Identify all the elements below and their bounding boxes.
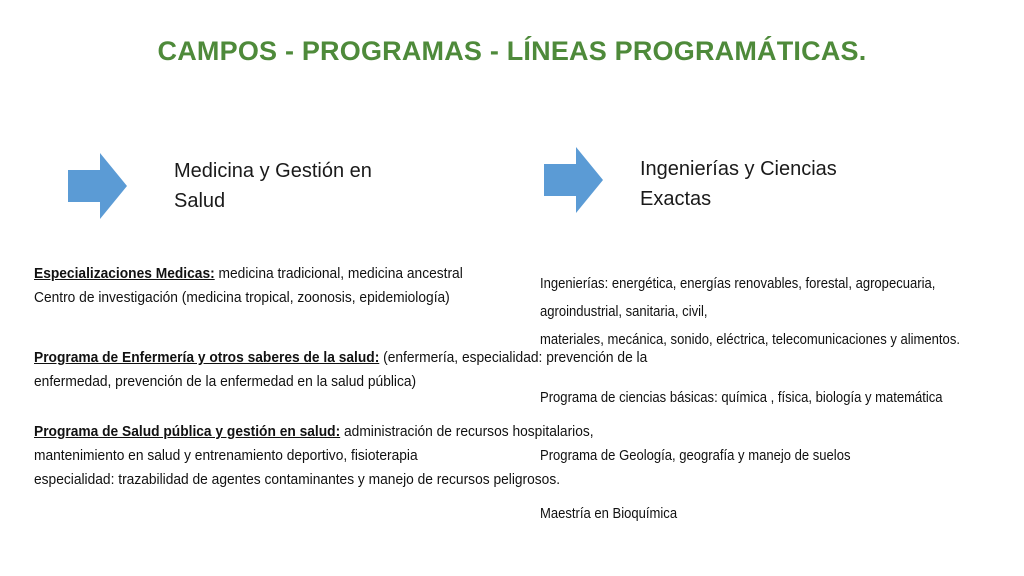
salud-publica-paragraph: Programa de Salud pública y gestión en salud: administración de recursos hospitalarios, mantenimiento en salud y entrenamiento deportivo, fisioterapia especialidad: trazabilidad de agentes contaminantes y manejo de recursos peligrosos. [34, 424, 594, 488]
right-heading: Ingenierías y Ciencias Exactas [640, 158, 837, 210]
ciencias-basicas-paragraph: Programa de ciencias básicas: química , física, biología y matemática [540, 390, 943, 406]
maestria-paragraph: Maestría en Bioquímica [540, 506, 678, 522]
ingenierias-paragraph: Ingenierías: energética, energías renovables, forestal, agropecuaria, agroindustrial, sanitaria, civil, materiales, mecánica, sonido, eléctrica, telecomunicaciones y alimentos. [540, 276, 960, 348]
especializaciones-paragraph: Especializaciones Medicas: medicina tradicional, medicina ancestral Centro de investigación (medicina tropical, zoonosis, epidemiología) [34, 266, 463, 306]
arrow-right-icon [542, 146, 604, 214]
slide-title: CAMPOS - PROGRAMAS - LÍNEAS PROGRAMÁTICAS. [157, 36, 867, 66]
enfermeria-paragraph: Programa de Enfermería y otros saberes de la salud: (enfermería, especialidad: prevención de la enfermedad, prevención de la enfermedad en la salud pública) [34, 350, 648, 390]
arrow-right-icon [66, 152, 128, 220]
left-heading: Medicina y Gestión en Salud [174, 160, 372, 212]
right-content [540, 270, 976, 528]
geologia-paragraph: Programa de Geología, geografía y manejo de suelos [540, 448, 851, 464]
